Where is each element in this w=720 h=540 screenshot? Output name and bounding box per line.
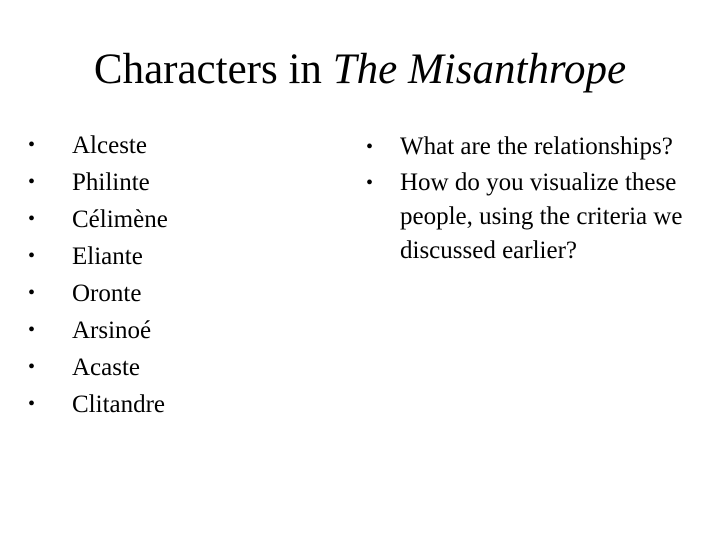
character-name: Célimène	[72, 206, 168, 233]
list-item-character	[28, 127, 168, 164]
list-item-question	[366, 166, 696, 268]
slide-title-prefix: Characters in	[93, 46, 333, 93]
bullet-icon: •	[28, 134, 36, 156]
character-name: Oronte	[72, 280, 142, 307]
character-name: Arsinoé	[72, 317, 152, 344]
list-item-character	[28, 349, 168, 386]
question-list	[366, 130, 696, 270]
list-item-character	[28, 386, 168, 423]
character-list	[28, 127, 168, 423]
list-item-character	[28, 238, 168, 275]
question-text: How do you visualize these people, using the criteria we discussed earlier?	[400, 169, 683, 264]
bullet-icon: •	[28, 356, 36, 378]
list-item-character	[28, 201, 168, 238]
slide-title	[0, 42, 720, 98]
character-name: Philinte	[72, 169, 150, 196]
bullet-icon: •	[28, 208, 36, 230]
character-name: Acaste	[72, 354, 141, 381]
bullet-icon: •	[28, 282, 36, 304]
bullet-icon: •	[366, 136, 374, 158]
list-item-character	[28, 275, 168, 312]
list-item-question	[366, 130, 696, 164]
slide-title-italic: The Misanthrope	[332, 46, 627, 93]
bullet-icon: •	[28, 245, 36, 267]
character-name: Eliante	[72, 243, 143, 270]
list-item-character	[28, 164, 168, 201]
bullet-icon: •	[28, 171, 36, 193]
character-name: Alceste	[72, 132, 147, 159]
bullet-icon: •	[366, 172, 374, 194]
bullet-icon: •	[28, 393, 36, 415]
bullet-icon: •	[28, 319, 36, 341]
character-name: Clitandre	[72, 391, 166, 418]
question-text: What are the relationships?	[400, 133, 673, 160]
list-item-character	[28, 312, 168, 349]
